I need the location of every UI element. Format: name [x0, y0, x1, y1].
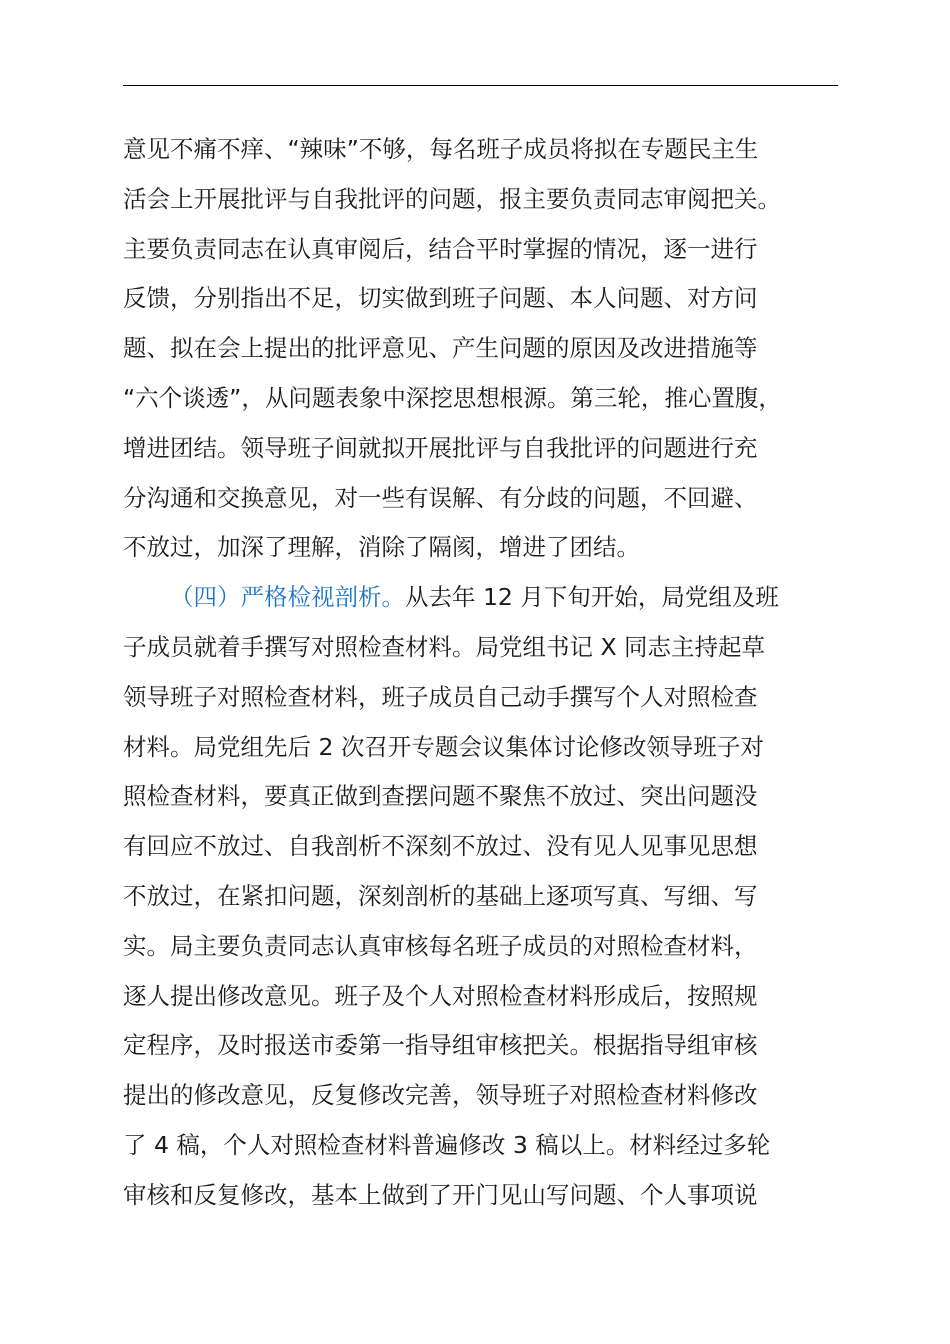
text-line: 提出的修改意见，反复修改完善，领导班子对照检查材料修改: [123, 1081, 758, 1110]
text-line: 题、拟在会上提出的批评意见、产生问题的原因及改进措施等: [123, 334, 758, 363]
text-line: 反馈，分别指出不足，切实做到班子问题、本人问题、对方问: [123, 284, 758, 313]
text-line: 照检查材料，要真正做到查摆问题不聚焦不放过、突出问题没: [123, 782, 758, 811]
text-line: 增进团结。领导班子间就拟开展批评与自我批评的问题进行充: [123, 433, 758, 462]
text-line: 不放过，加深了理解，消除了隔阂，增进了团结。: [123, 533, 640, 562]
first-line-text: 从去年 12 月下旬开始，局党组及班: [405, 583, 779, 612]
paragraph-1: [123, 125, 838, 573]
section-heading: （四）严格检视剖析。: [170, 583, 405, 612]
text-line: 子成员就着手撰写对照检查材料。局党组书记 X 同志主持起草: [123, 632, 766, 661]
paragraph-2: [123, 573, 838, 1220]
text-line: 有回应不放过、自我剖析不深刻不放过、没有见人见事见思想: [123, 832, 758, 861]
text-line: 领导班子对照检查材料，班子成员自己动手撰写个人对照检查: [123, 682, 758, 711]
text-line: 定程序，及时报送市委第一指导组审核把关。根据指导组审核: [123, 1031, 758, 1060]
text-line: “六个谈透”，从问题表象中深挖思想根源。第三轮，推心置腹，: [123, 383, 782, 412]
body-text: [123, 125, 838, 1221]
header-rule: [123, 85, 838, 86]
text-line: 意见不痛不痒、“辣味”不够，每名班子成员将拟在专题民主生: [123, 135, 759, 163]
text-line: 活会上开展批评与自我批评的问题，报主要负责同志审阅把关。: [123, 184, 781, 213]
text-line: 不放过，在紧扣问题，深刻剖析的基础上逐项写真、写细、写: [123, 881, 758, 910]
paragraph-first-line: [123, 573, 838, 623]
text-line: 逐人提出修改意见。班子及个人对照检查材料形成后，按照规: [123, 981, 758, 1010]
text-line: 审核和反复修改，基本上做到了开门见山写问题、个人事项说: [123, 1180, 758, 1209]
text-line: 实。局主要负责同志认真审核每名班子成员的对照检查材料，: [123, 931, 758, 960]
text-line: 材料。局党组先后 2 次召开专题会议集体讨论修改领导班子对: [123, 732, 764, 761]
text-line: 分沟通和交换意见，对一些有误解、有分歧的问题，不回避、: [123, 483, 758, 512]
text-line: 主要负责同志在认真审阅后，结合平时掌握的情况，逐一进行: [123, 234, 758, 263]
text-line: 了 4 稿，个人对照检查材料普遍修改 3 稿以上。材料经过多轮: [123, 1130, 771, 1159]
